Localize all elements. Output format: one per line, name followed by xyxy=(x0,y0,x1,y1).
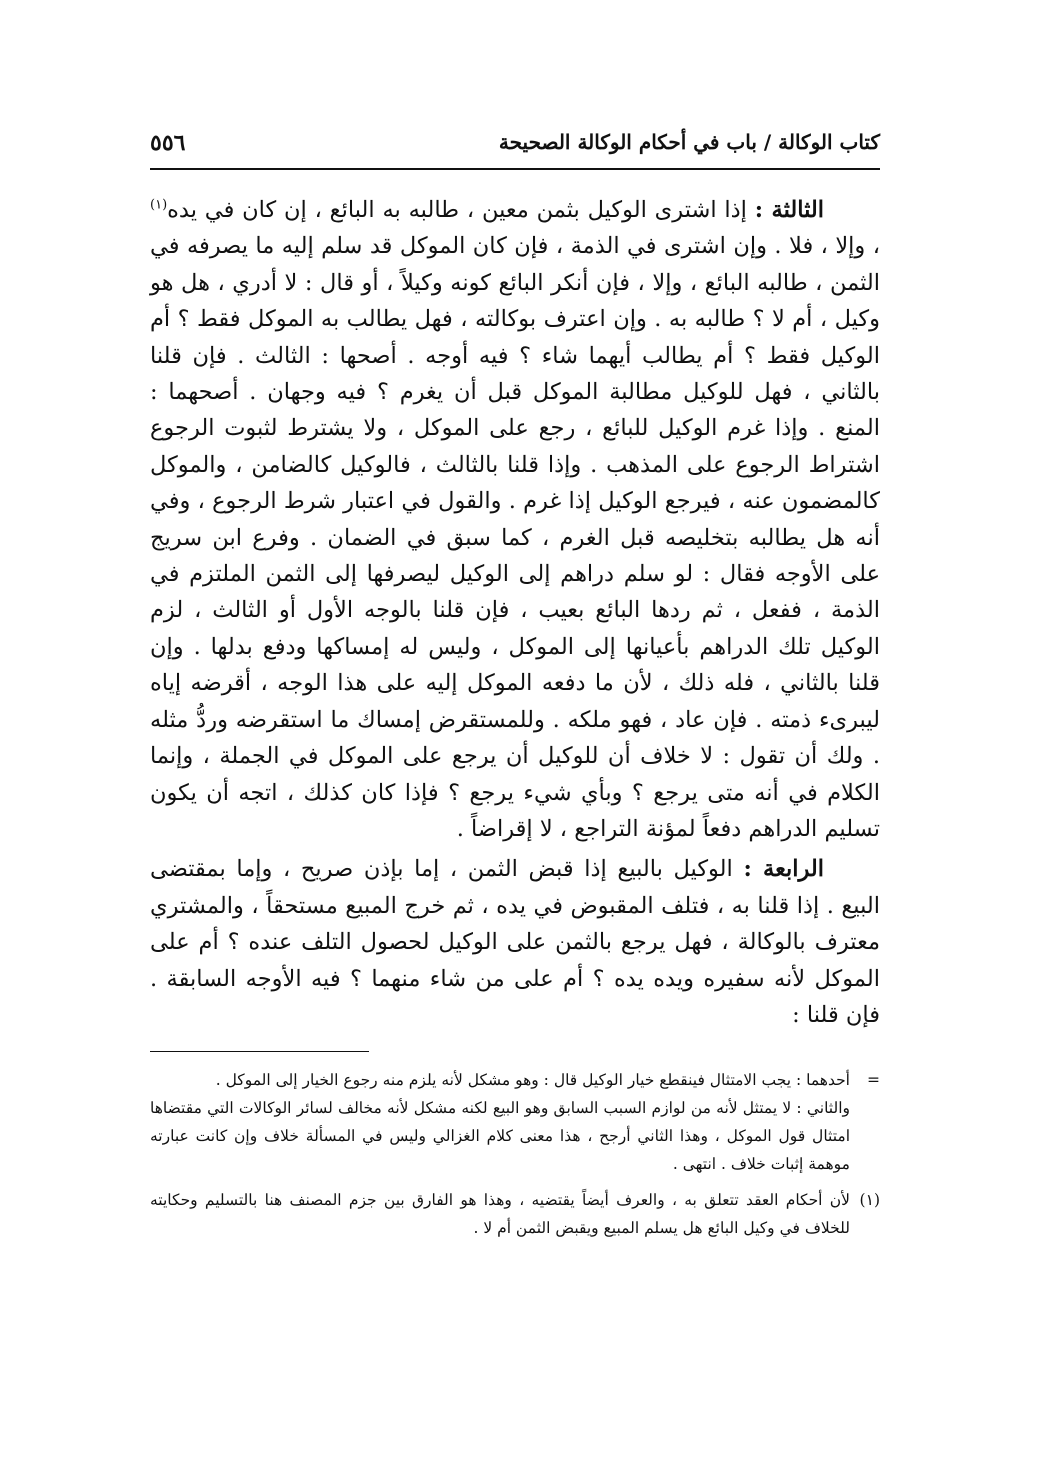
footnote-paragraph: أحدهما : يجب الامتثال فينقطع خيار الوكيل قال : وهو مشكل لأنه يلزم منه رجوع الخيار إلى الموكل . xyxy=(215,1071,850,1090)
footnote-paragraph: والثاني : لا يمتثل لأنه من لوازم السبب السابق وهو البيع لكنه مشكل لأنه مخالف لسائر الوكالات التي مقتضاها امتثال قول الموكل ، وهذا الثاني أرجح ، هذا معنى كلام الغزالي وليس في المسألة خلاف وإن كانت عبارته موهمة إثبات خلاف . انتهى . xyxy=(150,1099,850,1174)
footnote-paragraph: لأن أحكام العقد تتعلق به ، والعرف أيضاً يقتضيه ، وهذا هو الفارق بين جزم المصنف هنا بالتسليم وحكايته للخلاف في وكيل البائع هل يسلم المبيع ويقبض الثمن أم لا . xyxy=(150,1191,850,1238)
footnote-text xyxy=(150,1066,850,1178)
footnote-text xyxy=(150,1186,850,1242)
main-text xyxy=(150,192,880,1033)
paragraph-third xyxy=(150,192,880,847)
footnote-divider xyxy=(150,1051,369,1052)
paragraph-fourth xyxy=(150,851,880,1033)
paragraph-text: الوكيل بالبيع إذا قبض الثمن ، إما بإذن صريح ، وإما بمقتضى البيع . إذا قلنا به ، فتلف المقبوض في يده ، ثم خرج المبيع مستحقاً ، والمشتري معترف بالوكالة ، فهل يرجع بالثمن على الوكيل لحصول التلف عنده ؟ أم على الموكل لأنه سفيره ويده يده ؟ أم على من شاء منهما ؟ فيه الأوجه السابقة . فإن قلنا : xyxy=(150,856,881,1028)
footnotes xyxy=(150,1066,880,1242)
footnote-reference: (١) xyxy=(150,197,168,213)
footnote-divider-wrap xyxy=(150,1033,880,1052)
header-title: كتاب الوكالة / باب في أحكام الوكالة الصحيحة xyxy=(498,130,880,154)
paragraph-text: ، وإلا ، فلا . وإن اشترى في الذمة ، فإن كان الموكل قد سلم إليه ما يصرفه في الثمن ، طالبه البائع ، وإلا ، فإن أنكر البائع كونه وكيلاً ، أو قال : لا أدري ، هل هو وكيل ، أم لا ؟ طالبه به . وإن اعترف بوكالته ، فهل يطالب به الموكل فقط ؟ أم الوكيل فقط ؟ أم يطالب أيهما شاء ؟ فيه أوجه . أصحها : الثالث . فإن قلنا بالثاني ، فهل للوكيل مطالبة الموكل قبل أن يغرم ؟ فيه وجهان . أصحهما : المنع . وإذا غرم الوكيل للبائع ، رجع على الموكل ، ولا يشترط لثبوت الرجوع اشتراط الرجوع على المذهب . وإذا قلنا بالثالث ، فالوكيل كالضامن ، والموكل كالمضمون عنه ، فيرجع الوكيل إذا غرم . والقول في اعتبار شرط الرجوع ، وفي أنه هل يطالبه بتخليصه قبل الغرم ، كما سبق في الضمان . وفرع ابن سريج على الأوجه فقال : لو سلم دراهم إلى الوكيل ليصرفها إلى الثمن الملتزم في الذمة ، ففعل ، ثم ردها البائع بعيب ، فإن قلنا بالوجه الأول أو الثالث ، لزم الوكيل تلك الدراهم بأعيانها إلى الموكل ، وليس له إمساكها ودفع بدلها . وإن قلنا بالثاني ، فله ذلك ، لأن ما دفعه الموكل إليه على هذا الوجه ، أقرضه إياه ليبرىء ذمته . فإن عاد ، فهو ملكه . وللمستقرض إمساك ما استقرضه وردُّ مثله . ولك أن تقول : لا خلاف أن للوكيل أن يرجع على الموكل في الجملة ، وإنما الكلام في أنه متى يرجع ؟ وبأي شيء يرجع ؟ فإذا كان كذلك ، اتجه أن يكون تسليم الدراهم دفعاً لمؤنة التراجع ، لا إقراضاً . xyxy=(150,233,880,842)
footnote-marker: = xyxy=(867,1071,880,1090)
footnote-1 xyxy=(150,1186,880,1242)
footnote-marker: (١) xyxy=(859,1191,880,1210)
paragraph-text: إذا اشترى الوكيل بثمن معين ، طالبه به البائع ، إن كان في يده xyxy=(167,197,755,223)
page-number: ٥٥٦ xyxy=(150,130,186,156)
book-page xyxy=(150,128,880,1250)
paragraph-lead: الثالثة : xyxy=(754,197,824,223)
footnote-continued xyxy=(150,1066,880,1178)
paragraph-lead: الرابعة : xyxy=(743,856,825,883)
running-header xyxy=(150,128,880,172)
header-divider xyxy=(150,168,880,170)
